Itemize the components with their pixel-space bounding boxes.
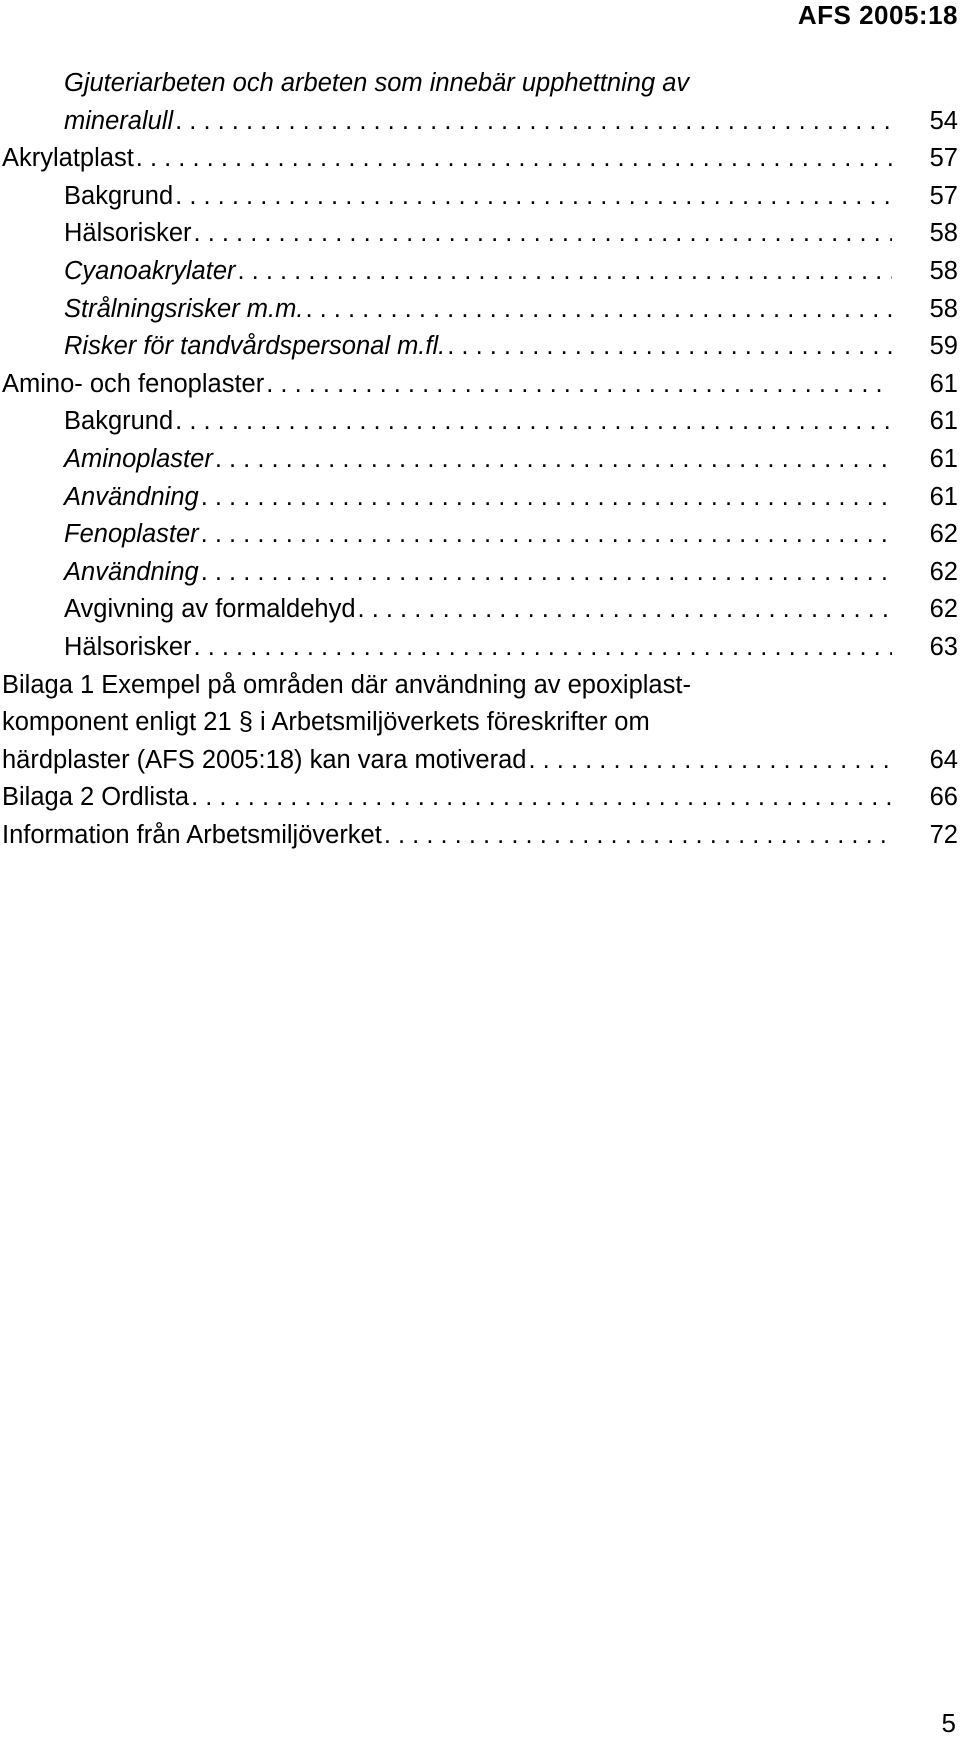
dot-leader bbox=[266, 366, 892, 404]
toc-entry-page-number: 61 bbox=[929, 444, 958, 473]
toc-entry-title-line: komponent enligt 21 § i Arbetsmiljöverkets föreskrifter om bbox=[2, 708, 650, 737]
toc-entry-page-number: 72 bbox=[929, 820, 958, 849]
toc-entry-page-number: 62 bbox=[929, 520, 958, 549]
dot-leader bbox=[528, 742, 892, 780]
toc-entry[interactable] bbox=[0, 403, 958, 441]
toc-entry[interactable] bbox=[0, 629, 958, 667]
toc-entry[interactable] bbox=[0, 479, 958, 517]
toc-entry-title: Hälsorisker bbox=[64, 219, 192, 248]
toc-entry-page-number: 66 bbox=[929, 783, 958, 812]
toc-entry[interactable] bbox=[0, 215, 958, 253]
dot-leader bbox=[191, 779, 892, 817]
toc-entry-title: Hälsorisker bbox=[64, 632, 192, 661]
toc-entry-title: Fenoplaster bbox=[64, 520, 199, 549]
toc-entry-page-number: 54 bbox=[929, 106, 958, 135]
dot-leader bbox=[201, 554, 892, 592]
toc-entry-page-number: 61 bbox=[929, 407, 958, 436]
toc-entry-page-number: 58 bbox=[929, 256, 958, 285]
toc-entry-page-number: 57 bbox=[929, 181, 958, 210]
toc-entry-title-line: Bilaga 1 Exempel på områden där användning av epoxiplast- bbox=[2, 670, 691, 699]
toc-entry-title: Risker för tandvårdspersonal m.fl. bbox=[64, 332, 446, 361]
toc-entry[interactable] bbox=[0, 140, 958, 178]
toc-entry[interactable] bbox=[0, 178, 958, 216]
table-of-contents bbox=[0, 65, 958, 854]
dot-leader bbox=[238, 253, 893, 291]
toc-entry[interactable] bbox=[0, 779, 958, 817]
toc-entry[interactable] bbox=[0, 366, 958, 404]
toc-entry-page-number: 63 bbox=[929, 632, 958, 661]
toc-entry[interactable] bbox=[0, 667, 958, 780]
dot-leader bbox=[447, 328, 892, 366]
toc-entry-title-line: Gjuteriarbeten och arbeten som innebär upphettning av bbox=[64, 69, 690, 97]
dot-leader bbox=[175, 403, 892, 441]
dot-leader bbox=[201, 516, 892, 554]
toc-entry-title: mineralull bbox=[64, 106, 174, 135]
page-number: 5 bbox=[941, 1708, 956, 1738]
toc-entry-title: Akrylatplast bbox=[2, 144, 134, 173]
toc-entry-page-number: 57 bbox=[929, 144, 958, 173]
toc-entry-page-number: 64 bbox=[929, 745, 958, 774]
dot-leader bbox=[384, 817, 892, 855]
dot-leader bbox=[175, 178, 892, 216]
dot-leader bbox=[305, 291, 892, 329]
toc-entry-title: Strålningsrisker m.m. bbox=[64, 294, 304, 323]
toc-entry-title: Användning bbox=[64, 557, 199, 586]
toc-entry[interactable] bbox=[0, 328, 958, 366]
toc-entry-title: Bilaga 2 Ordlista bbox=[2, 783, 190, 812]
toc-entry[interactable] bbox=[0, 817, 958, 855]
toc-entry[interactable] bbox=[0, 291, 958, 329]
toc-entry[interactable] bbox=[0, 591, 958, 629]
dot-leader bbox=[358, 591, 892, 629]
document-code-header: AFS 2005:18 bbox=[797, 0, 958, 30]
toc-entry-page-number: 58 bbox=[929, 219, 958, 248]
toc-entry-title: härdplaster (AFS 2005:18) kan vara motiverad bbox=[2, 745, 527, 774]
toc-entry-page-number: 62 bbox=[929, 557, 958, 586]
toc-entry-page-number: 61 bbox=[929, 369, 958, 398]
toc-entry-page-number: 61 bbox=[929, 482, 958, 511]
toc-entry[interactable] bbox=[0, 253, 958, 291]
toc-entry[interactable] bbox=[0, 65, 958, 140]
toc-entry-title: Information från Arbetsmiljöverket bbox=[2, 820, 382, 849]
dot-leader bbox=[175, 103, 892, 141]
toc-entry[interactable] bbox=[0, 554, 958, 592]
dot-leader bbox=[194, 629, 892, 667]
dot-leader bbox=[194, 215, 892, 253]
toc-entry-title: Bakgrund bbox=[64, 181, 174, 210]
toc-entry[interactable] bbox=[0, 516, 958, 554]
toc-entry-title: Användning bbox=[64, 482, 199, 511]
toc-entry-title: Bakgrund bbox=[64, 407, 174, 436]
dot-leader bbox=[136, 140, 892, 178]
dot-leader bbox=[201, 479, 892, 517]
toc-entry-title: Cyanoakrylater bbox=[64, 256, 236, 285]
toc-entry-title: Amino- och fenoplaster bbox=[2, 369, 265, 398]
toc-entry-page-number: 58 bbox=[929, 294, 958, 323]
toc-entry-title: Avgivning av formaldehyd bbox=[64, 595, 356, 624]
toc-entry[interactable] bbox=[0, 441, 958, 479]
toc-entry-page-number: 62 bbox=[929, 595, 958, 624]
toc-entry-page-number: 59 bbox=[929, 332, 958, 361]
toc-entry-title: Aminoplaster bbox=[64, 444, 213, 473]
dot-leader bbox=[215, 441, 892, 479]
